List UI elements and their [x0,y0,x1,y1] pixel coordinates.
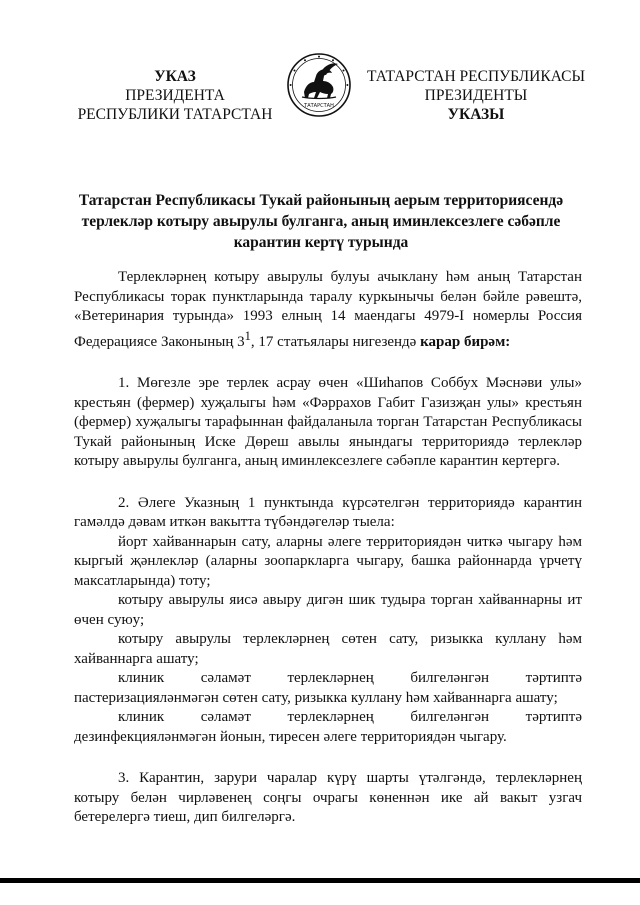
item-2-bullet-4: клиник сәламәт терлекләрнең билгеләнгән тәртиптә пастеризацияләнмәгән сөтен сату, ризыкка куллану һәм хайваннарга ашату; [74,670,582,706]
item-1-paragraph: 1. Мөгезле эре терлек асрау өчен «Шиһапов Соббух Мәснәви улы» крестьян (фермер) хуҗалыгы һәм «Фәррахов Габит Газизҗан улы» крестьян (фермер) хуҗалыгы тарафыннан файдаланыла торган Татарстан Республикасы Тукай районының Иске Дөреш авылы янындагы территориядә терлекләр котыру авырулы булганга, аның иминлексезлеге сәбәпле карантин кертергә. [74,375,582,469]
header-left-line2: ПРЕЗИДЕНТА [125,87,225,104]
header-right-line3: УКАЗЫ [447,106,505,123]
item-3-paragraph: 3. Карантин, зарури чаралар күрү шарты үтәлгәндә, терлекләрнең котыру белән чирләвенең соңгы очрагы көненнән ике ай вакыт узгач бетерелергә тиеш, дип билгеләргә. [74,770,582,825]
preamble-text-after: , 17 статьялары нигезендә [250,333,421,350]
title-line3: карантин кертү турында [233,234,409,251]
header-right-tatar [358,67,594,124]
tatarstan-coat-of-arms-icon [286,52,352,118]
title-line1: Татарстан Республикасы Тукай районының аерым территориясендә [78,192,564,209]
item-2-intro: 2. Әлеге Указның 1 пунктында күрсәтелгән территориядә карантин гамәлдә дәвам иткән вакытта түбәндәгеләр тыела: [74,494,582,530]
preamble-bold-tail: карар бирәм: [420,333,511,350]
page-bottom-border [0,878,640,883]
header-right-line1: ТАТАРСТАН РЕСПУБЛИКАСЫ [367,68,585,85]
item-2-bullet-2: котыру авырулы яисә авыру дигән шик тудыра торган хайваннарны ит өчен суюу; [74,592,582,628]
item-2-bullet-1: йорт хайваннарын сату, аларны әлеге территориядән читкә чыгару һәм кыргый җәнлекләр (аларны зоопаркларга чыгару, башка районнарда үрчетү максатларында) тоту; [74,533,582,589]
header-left-russian [60,67,290,124]
header-left-line3: РЕСПУБЛИКИ ТАТАРСТАН [77,106,273,123]
header-right-line2: ПРЕЗИДЕНТЫ [424,87,528,104]
preamble-text: Терлекләрнең котыру авырулы булуы ачыклану һәм аның Татарстан Республикасы торак пунктларында таралу куркынычы белән бәйле рәвештә, «Ветеринария турында» 1993 елның 14 маендагы 4979-I номерлы Россия Федерациясе Законының 3 [74,269,582,350]
decree-title [62,190,580,253]
preamble-paragraph [74,268,582,352]
title-line2: терлекләр котыру авырулы булганга, аның иминлексезлеге сәбәпле [81,213,561,230]
preamble-superscript: 1 [244,328,251,343]
header-left-line1: УКАЗ [154,68,196,85]
item-2-bullet-3: котыру авырулы терлекләрнең сөтен сату, ризыкка куллану һәм хайваннарга ашату; [74,631,582,667]
svg-text:ТАТАРСТАН: ТАТАРСТАН [304,103,334,109]
decree-body [74,268,582,828]
item-2-bullet-5: клиник сәламәт терлекләрнең билгеләнгән тәртиптә дезинфекцияләнмәгән йонын, тиресен әлеге территориядән чыгару. [74,709,582,745]
